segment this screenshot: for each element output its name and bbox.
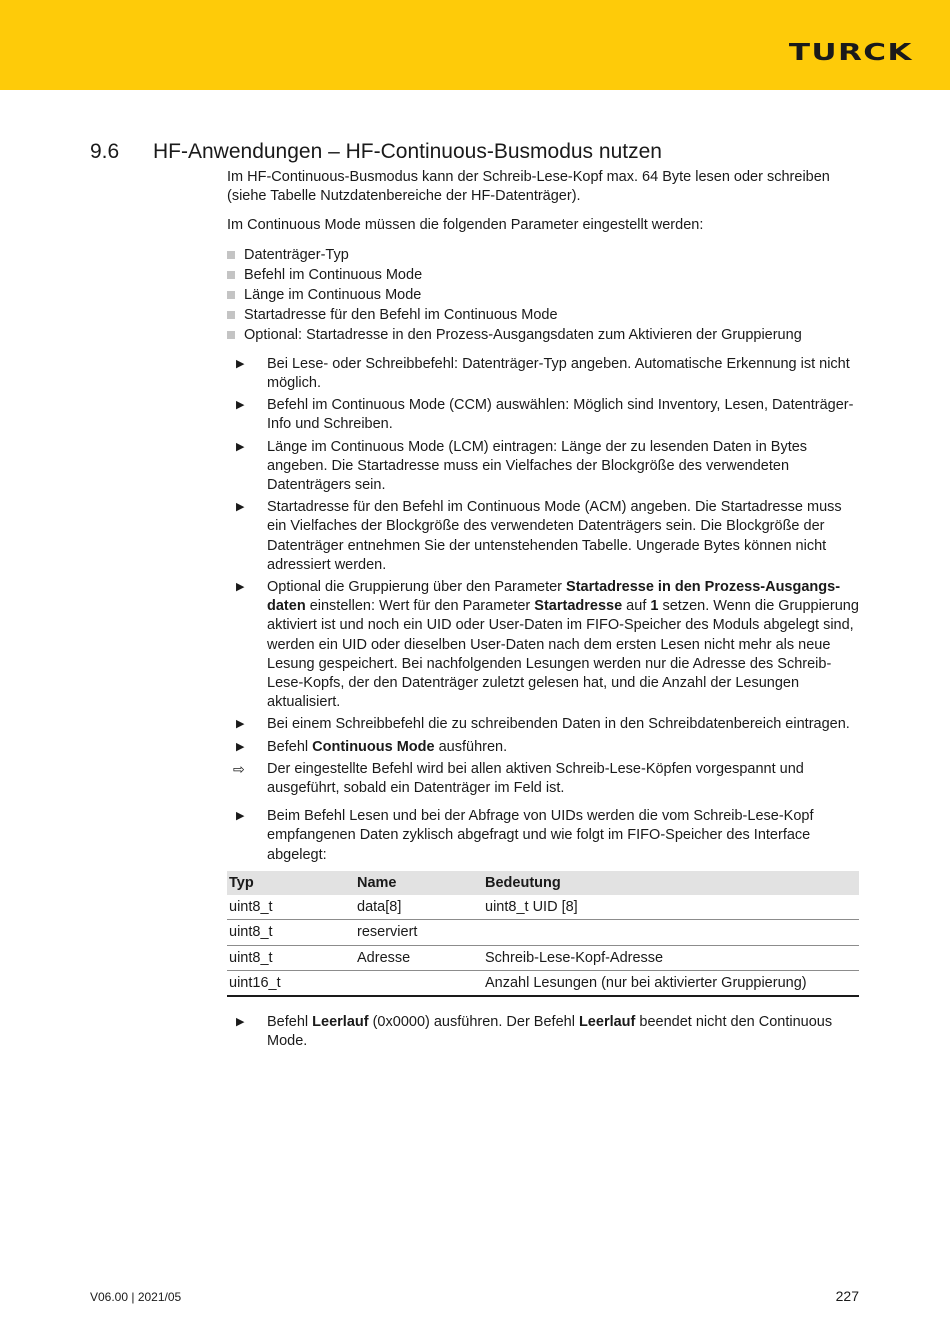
table-header-row xyxy=(227,871,859,895)
intro-paragraph: Im HF-Continuous-Busmodus kann der Schreib-Lese-Kopf max. 64 Byte lesen oder schreiben (siehe Tabelle Nutzdatenbereiche der HF-Datenträger). xyxy=(227,169,830,205)
table-cell: uint8_t xyxy=(227,895,355,920)
table-cell: Adresse xyxy=(355,945,483,970)
arrow-right-icon: ▶ xyxy=(236,399,245,412)
table-row xyxy=(227,945,859,970)
instruction-step: ▶ Länge im Continuous Mode (LCM) eintragen: Länge der zu lesenden Daten in Bytes angeben. Die Startadresse muss ein Vielfaches der Blockgröße des verwendeten Datenträgers sein. xyxy=(236,438,808,494)
turck-logo: TURCK xyxy=(789,40,913,66)
section-number: 9.6 xyxy=(90,140,120,163)
table-cell: uint16_t xyxy=(227,970,355,996)
page-header xyxy=(0,0,950,90)
arrow-right-icon: ▶ xyxy=(236,718,245,731)
table-cell xyxy=(355,970,483,996)
table-cell: uint8_t xyxy=(227,920,355,945)
list-item: Optional: Startadresse in den Prozess-Ausgangsdaten zum Aktivieren der Gruppierung xyxy=(227,326,859,345)
list-item: Länge im Continuous Mode xyxy=(227,286,859,305)
table-header: Typ xyxy=(227,871,355,895)
table-cell: data[8] xyxy=(355,895,483,920)
table-cell: Anzahl Lesungen (nur bei aktivierter Gruppierung) xyxy=(483,970,859,996)
instruction-step: ▶ Bei Lese- oder Schreibbefehl: Datenträger-Typ angeben. Automatische Erkennung ist nicht möglich. xyxy=(236,355,850,392)
square-bullet-icon xyxy=(227,331,235,339)
arrow-right-icon: ▶ xyxy=(236,501,245,514)
list-item: Datenträger-Typ xyxy=(227,246,859,265)
table-header: Bedeutung xyxy=(483,871,859,895)
instruction-steps xyxy=(227,355,859,865)
list-item: Befehl im Continuous Mode xyxy=(227,266,859,285)
instruction-step: ▶ Startadresse für den Befehl im Continuous Mode (ACM) angeben. Die Startadresse muss ein Vielfaches der Blockgröße des verwendeten Datenträgers sein. Die Blockgröße der Datenträger entnehmen Sie der untenstehenden Tabelle. Ungerade Bytes können nicht adressiert werden. xyxy=(236,499,842,573)
instruction-step: ▶ Befehl im Continuous Mode (CCM) auswählen: Möglich sind Inventory, Lesen, Datenträger-Info und Schreiben. xyxy=(236,397,854,433)
arrow-right-icon: ▶ xyxy=(236,357,245,370)
table-row xyxy=(227,920,859,945)
table-cell: reserviert xyxy=(355,920,483,945)
result-step: ⇨ Der eingestellte Befehl wird bei allen aktiven Schreib-Lese-Köpfen vorgespannt und ausgeführt, sobald ein Datenträger im Feld ist. xyxy=(233,760,804,797)
table-row xyxy=(227,895,859,920)
table-cell: Schreib-Lese-Kopf-Adresse xyxy=(483,945,859,970)
section-title: HF-Anwendungen – HF-Continuous-Busmodus nutzen xyxy=(153,140,662,163)
table-row xyxy=(227,970,859,996)
square-bullet-icon xyxy=(227,291,235,299)
square-bullet-icon xyxy=(227,311,235,319)
arrow-right-icon: ▶ xyxy=(236,440,245,453)
square-bullet-icon xyxy=(227,271,235,279)
result-arrow-icon: ⇨ xyxy=(233,760,245,777)
instruction-step: ▶ Befehl Continuous Mode ausführen. xyxy=(236,738,508,755)
parameter-list xyxy=(227,246,859,345)
arrow-right-icon: ▶ xyxy=(236,740,245,753)
arrow-right-icon: ▶ xyxy=(236,810,245,823)
instruction-step: ▶ Befehl Leerlauf (0x0000) ausführen. Der Befehl Leerlauf beendet nicht den Continuous Mode. xyxy=(236,1013,833,1050)
arrow-right-icon: ▶ xyxy=(236,581,245,594)
table-cell xyxy=(483,920,859,945)
instruction-step: ▶ Beim Befehl Lesen und bei der Abfrage von UIDs werden die vom Schreib-Lese-Kopf empfangenen Daten zyklisch abgefragt und wie folgt im FIFO-Speicher des Interface abgelegt: xyxy=(236,808,814,863)
square-bullet-icon xyxy=(227,251,235,259)
table-header: Name xyxy=(355,871,483,895)
footer-version: V06.00 | 2021/05 xyxy=(90,1290,182,1304)
table-cell: uint8_t xyxy=(227,945,355,970)
instruction-steps xyxy=(227,1013,859,1051)
arrow-right-icon: ▶ xyxy=(236,1015,245,1028)
intro-paragraph: Im Continuous Mode müssen die folgenden Parameter eingestellt werden: xyxy=(227,217,704,234)
page-number: 227 xyxy=(835,1288,859,1304)
list-item: Startadresse für den Befehl im Continuous Mode xyxy=(227,306,859,325)
table-cell: uint8_t UID [8] xyxy=(483,895,859,920)
fifo-data-table xyxy=(227,871,859,997)
instruction-step: ▶ Optional die Gruppierung über den Parameter Startadresse in den Prozess-Ausgangsdaten einstellen: Wert für den Parameter Startadresse auf 1 setzen. Wenn die Gruppierung aktiviert ist und noch ein UID oder User-Daten im FIFO-Speicher des Moduls abgelegt sind, werden ein UID oder dieselben User-Daten nach dem ersten Lesen nicht mehr als neue Lesung gespeichert. Bei nachfolgenden Lesungen werden nur die Adresse des Schreib-Lese-Kopfs, der den Datenträger zuletzt gelesen hat, und die Anzahl der Lesungen aktualisiert. xyxy=(236,579,859,711)
main-content xyxy=(227,168,859,1054)
instruction-step: ▶ Bei einem Schreibbefehl die zu schreibenden Daten in den Schreibdatenbereich eintragen. xyxy=(236,716,850,733)
